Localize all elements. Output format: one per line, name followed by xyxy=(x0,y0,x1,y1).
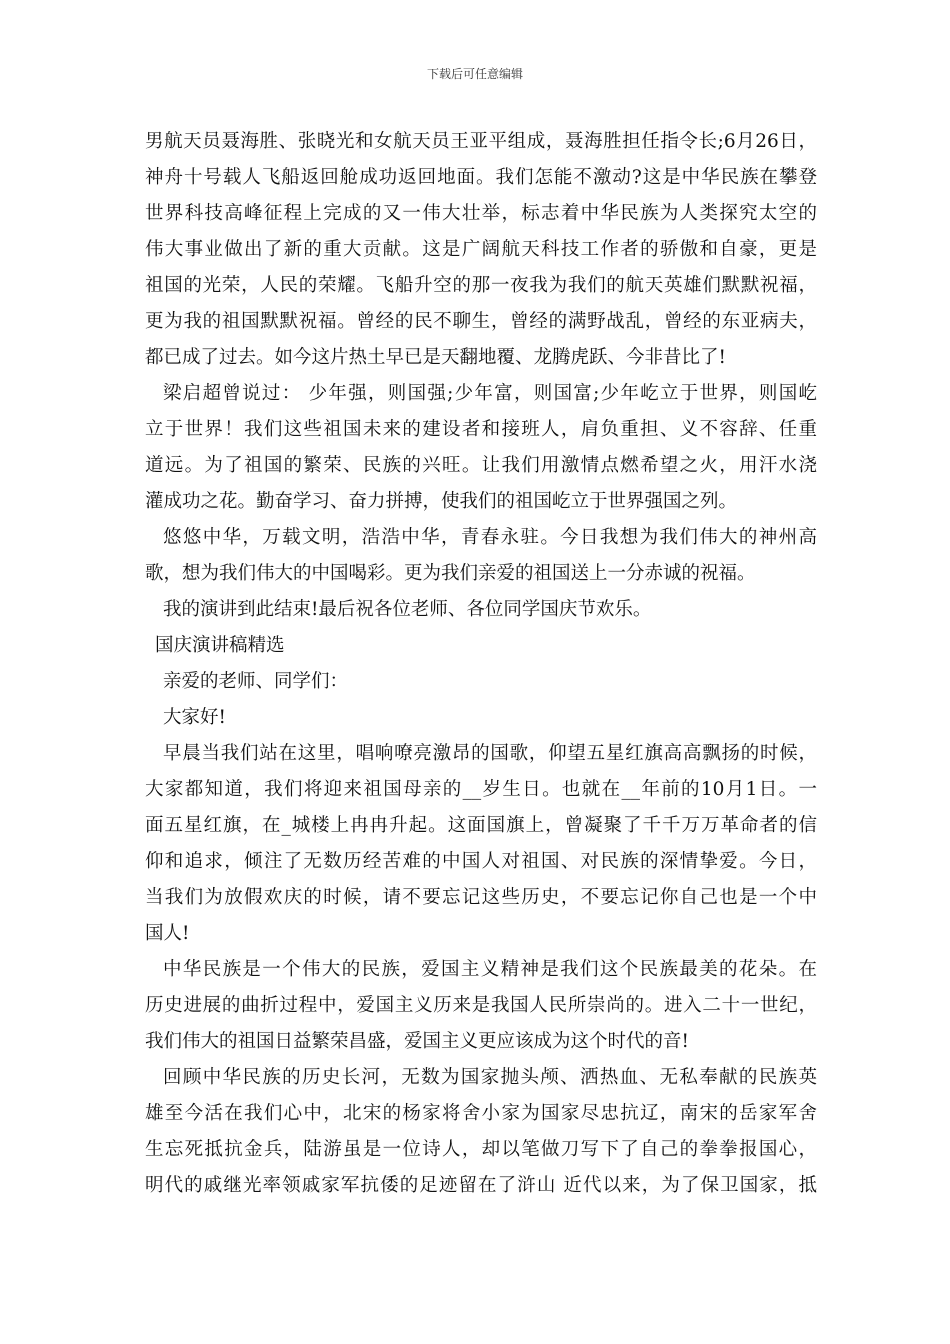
text-line: 世界科技高峰征程上完成的又一伟大壮举，标志着中华民族为人类探究太空的 xyxy=(145,203,817,224)
paragraph-start: 回顾中华民族的历史长河，无数为国家抛头颅、洒热血、无私奉献的民族英 xyxy=(163,1067,817,1088)
document-body xyxy=(145,124,817,1204)
text-line: 明代的戚继光率领戚家军抗倭的足迹留在了浒山 近代以来，为了保卫国家，抵 xyxy=(145,1175,817,1196)
greeting: 大家好! xyxy=(163,707,226,728)
text-line: 仰和追求，倾注了无数历经苦难的中国人对祖国、对民族的深情挚爱。今日， xyxy=(145,851,817,872)
text-line: 道远。为了祖国的繁荣、民族的兴旺。让我们用激情点燃希望之火，用汗水浇 xyxy=(145,455,817,476)
text-line: 国人! xyxy=(145,923,190,944)
text-line: 都已成了过去。如今这片热土早已是天翻地覆、龙腾虎跃、今非昔比了! xyxy=(145,347,726,368)
text-line: 我们伟大的祖国日益繁荣昌盛，爱国主义更应该成为这个时代的音! xyxy=(145,1031,689,1052)
text-line: 历史进展的曲折过程中，爱国主义历来是我国人民所崇尚的。进入二十一世纪， xyxy=(145,995,817,1016)
text-line: 伟大事业做出了新的重大贡献。这是广阔航天科技工作者的骄傲和自豪，更是 xyxy=(145,239,817,260)
text-line: 更为我的祖国默默祝福。曾经的民不聊生，曾经的满野战乱，曾经的东亚病夫， xyxy=(145,311,817,332)
page-header: 下载后可任意编辑 xyxy=(426,67,523,81)
text-line: 灌成功之花。勤奋学习、奋力拼搏，使我们的祖国屹立于世界强国之列。 xyxy=(145,491,738,512)
text-line: 神舟十号载人飞船返回舱成功返回地面。我们怎能不激动?这是中华民族在攀登 xyxy=(145,167,817,188)
salutation: 亲爱的老师、同学们： xyxy=(163,671,349,692)
text-line: 大家都知道，我们将迎来祖国母亲的__岁生日。也就在__年前的10月1日。一 xyxy=(145,779,817,800)
paragraph-start: 我的演讲到此结束!最后祝各位老师、各位同学国庆节欢乐。 xyxy=(163,599,652,620)
paragraph-start: 早晨当我们站在这里，唱响嘹亮激昂的国歌，仰望五星红旗高高飘扬的时候， xyxy=(163,743,817,764)
text-line: 男航天员聂海胜、张晓光和女航天员王亚平组成，聂海胜担任指令长;6月26日， xyxy=(145,131,817,152)
section-title: 国庆演讲稿精选 xyxy=(155,635,285,656)
text-line: 当我们为放假欢庆的时候，请不要忘记这些历史，不要忘记你自己也是一个中 xyxy=(145,887,817,908)
text-line: 立于世界！我们这些祖国未来的建设者和接班人，肩负重担、义不容辞、任重 xyxy=(145,419,817,440)
text-line: 面五星红旗，在_城楼上冉冉升起。这面国旗上，曾凝聚了千千万万革命者的信 xyxy=(145,815,817,836)
paragraph-start: 悠悠中华，万载文明，浩浩中华，青春永驻。今日我想为我们伟大的神州高 xyxy=(163,527,817,548)
text-line: 歌，想为我们伟大的中国喝彩。更为我们亲爱的祖国送上一分赤诚的祝福。 xyxy=(145,563,756,584)
paragraph-start: 中华民族是一个伟大的民族，爱国主义精神是我们这个民族最美的花朵。在 xyxy=(163,959,817,980)
paragraph-start: 梁启超曾说过： 少年强，则国强;少年富，则国富;少年屹立于世界，则国屹 xyxy=(163,383,817,404)
text-line: 生忘死抵抗金兵，陆游虽是一位诗人，却以笔做刀写下了自己的拳拳报国心， xyxy=(145,1139,817,1160)
text-line: 雄至今活在我们心中，北宋的杨家将舍小家为国家尽忠抗辽，南宋的岳家军舍 xyxy=(145,1103,817,1124)
text-line: 祖国的光荣，人民的荣耀。飞船升空的那一夜我为我们的航天英雄们默默祝福， xyxy=(145,275,817,296)
